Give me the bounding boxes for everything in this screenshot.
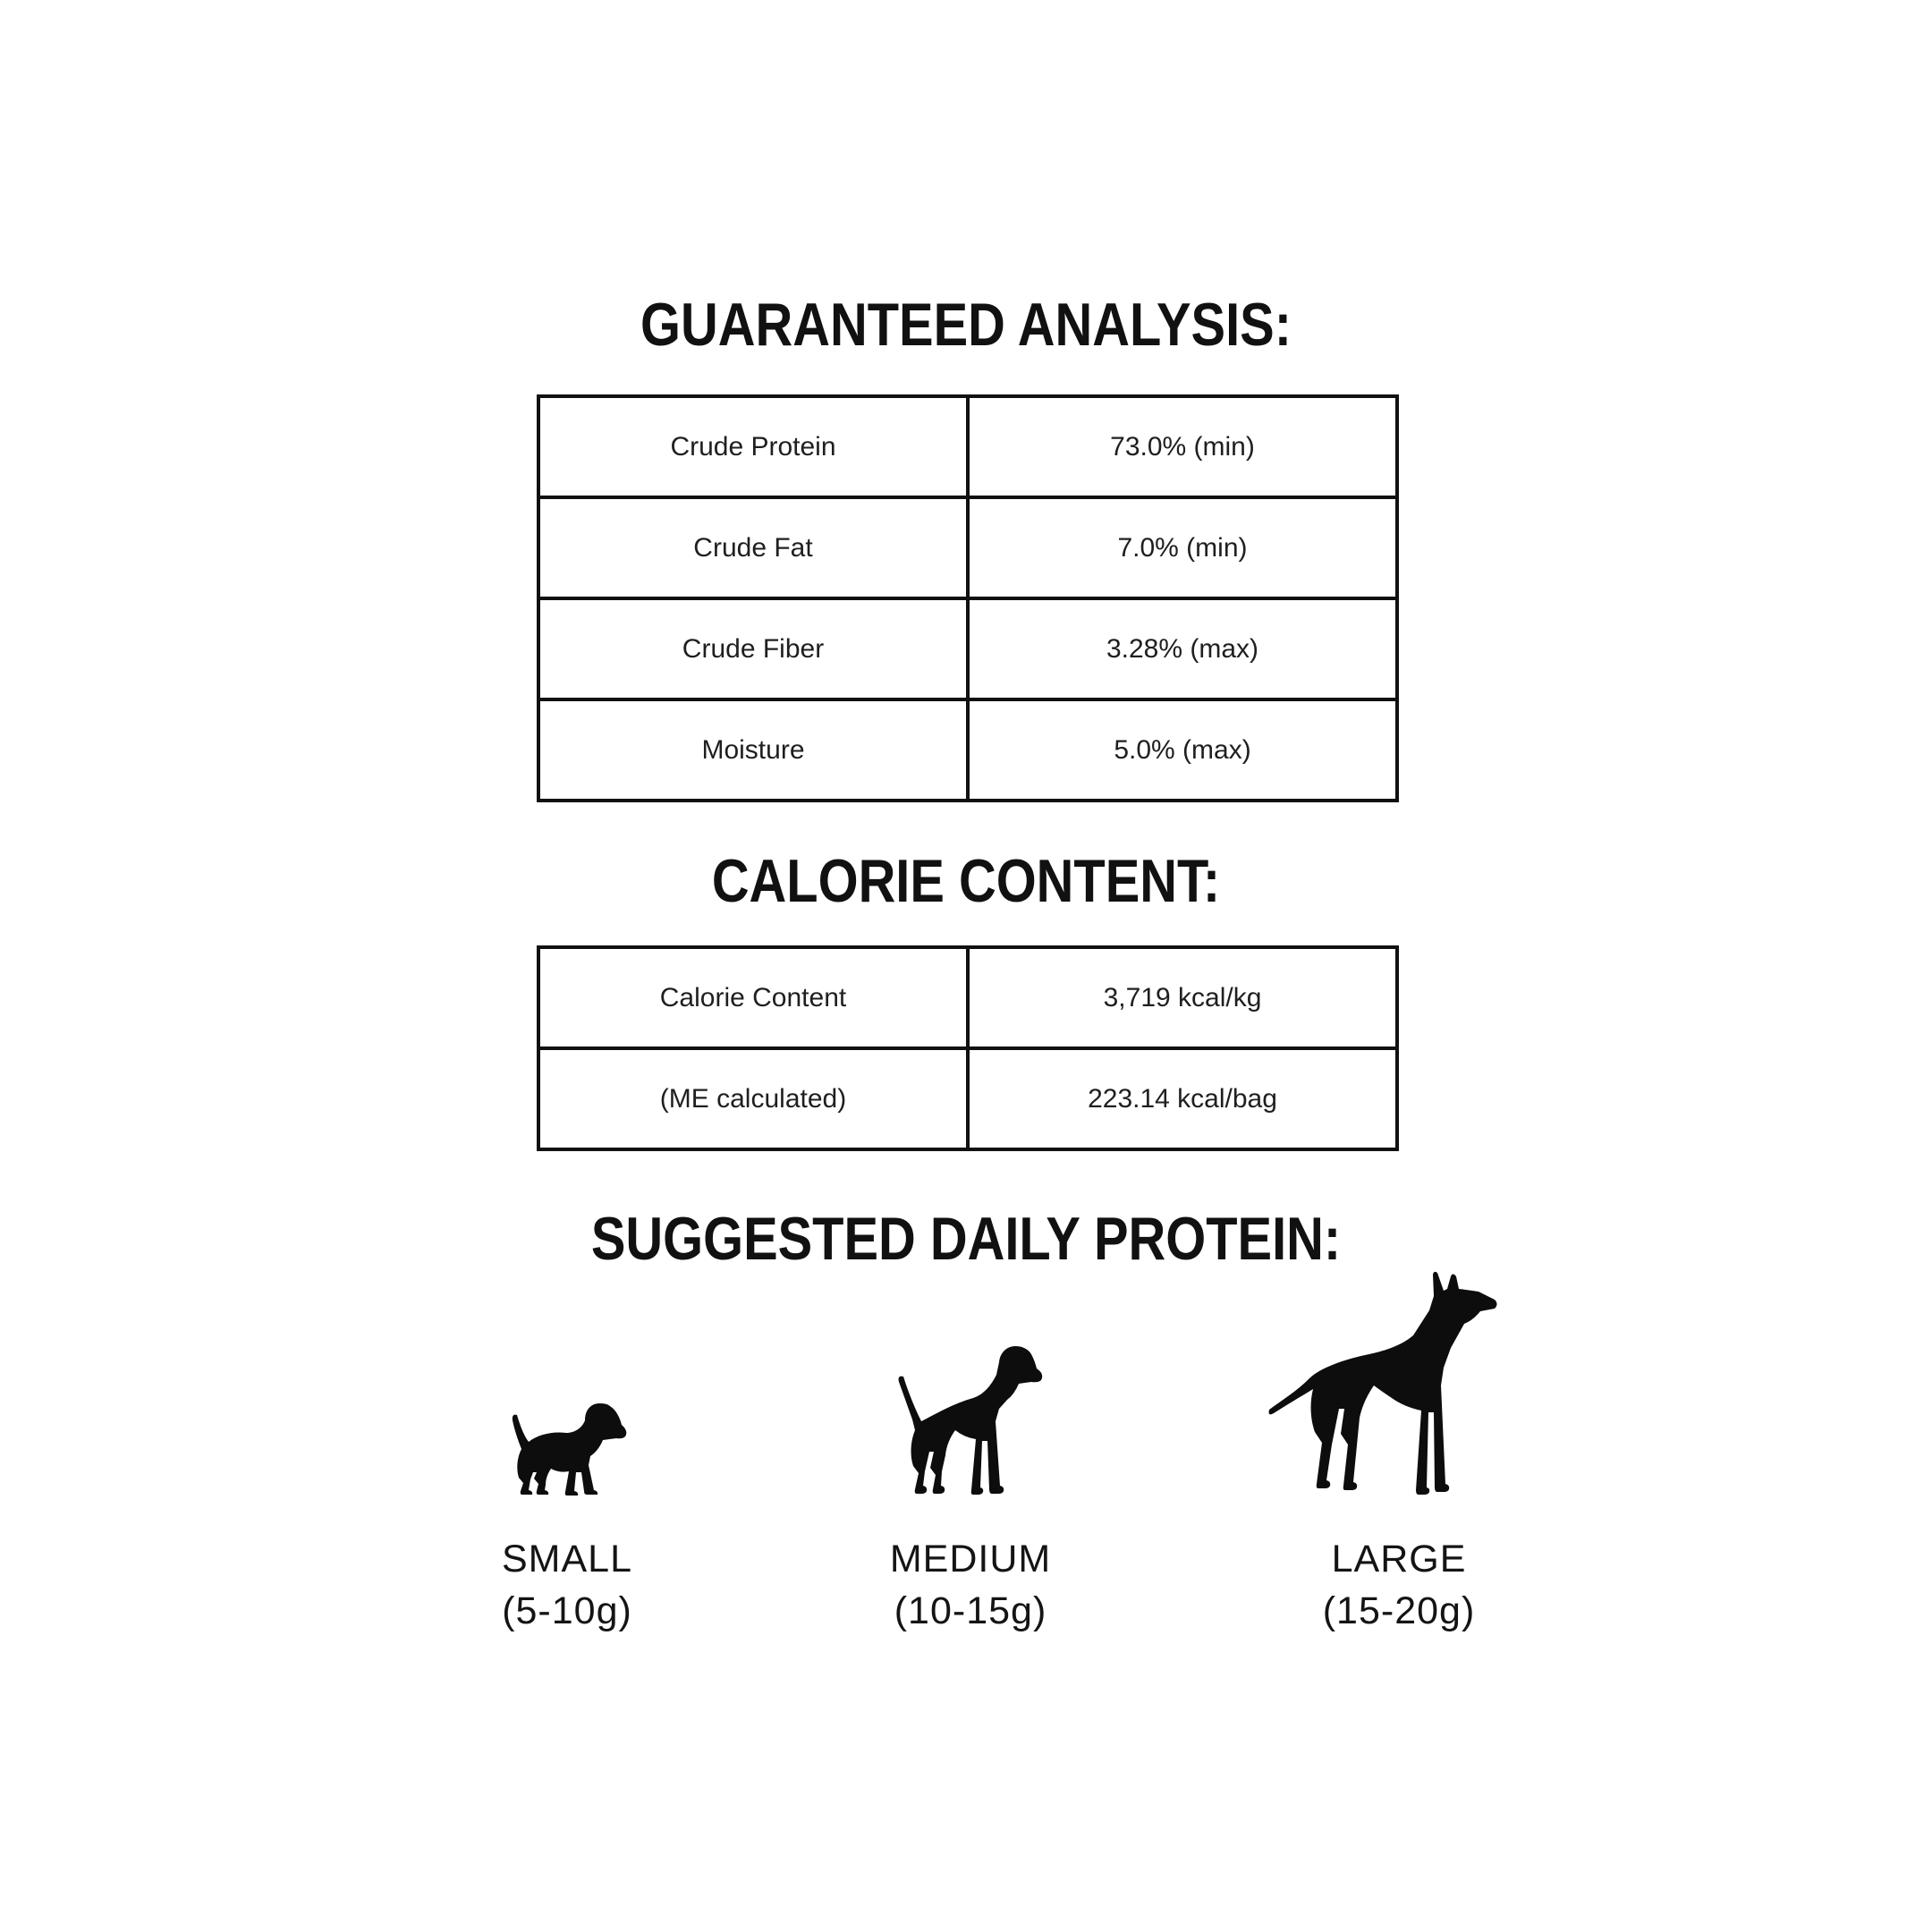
nutrient-label: Moisture <box>538 699 968 801</box>
size-range: (15-20g) <box>1322 1589 1476 1632</box>
guaranteed-analysis-table <box>537 394 1399 802</box>
guaranteed-analysis-title: GUARANTEED ANALYSIS: <box>640 291 1292 359</box>
small-dog-icon <box>504 1397 629 1497</box>
nutrient-value: 7.0% (min) <box>968 497 1397 598</box>
size-label-medium <box>792 1533 1149 1637</box>
calorie-value: 3,719 kcal/kg <box>968 947 1397 1048</box>
medium-dog-icon <box>891 1341 1047 1497</box>
size-name: SMALL <box>501 1538 632 1580</box>
nutrient-label: Crude Fiber <box>538 598 968 699</box>
table-row <box>538 497 1397 598</box>
nutrient-value: 5.0% (max) <box>968 699 1397 801</box>
nutrient-label: Crude Fat <box>538 497 968 598</box>
calorie-content-table <box>537 945 1399 1151</box>
table-row <box>538 1048 1397 1149</box>
table-row <box>538 699 1397 801</box>
table-row <box>538 947 1397 1048</box>
size-label-large <box>1220 1533 1578 1637</box>
size-range: (10-15g) <box>894 1589 1047 1632</box>
nutrient-value: 73.0% (min) <box>968 396 1397 497</box>
table-row <box>538 396 1397 497</box>
calorie-label: (ME calculated) <box>538 1048 968 1149</box>
size-label-small <box>388 1533 746 1637</box>
size-name: LARGE <box>1331 1538 1467 1580</box>
nutrient-label: Crude Protein <box>538 396 968 497</box>
suggested-daily-protein-title: SUGGESTED DAILY PROTEIN: <box>590 1205 1342 1273</box>
large-dog-icon <box>1261 1269 1503 1497</box>
calorie-value: 223.14 kcal/bag <box>968 1048 1397 1149</box>
size-range: (5-10g) <box>502 1589 632 1632</box>
calorie-content-title: CALORIE CONTENT: <box>711 847 1221 915</box>
table-row <box>538 598 1397 699</box>
size-name: MEDIUM <box>889 1538 1052 1580</box>
nutrient-value: 3.28% (max) <box>968 598 1397 699</box>
calorie-label: Calorie Content <box>538 947 968 1048</box>
